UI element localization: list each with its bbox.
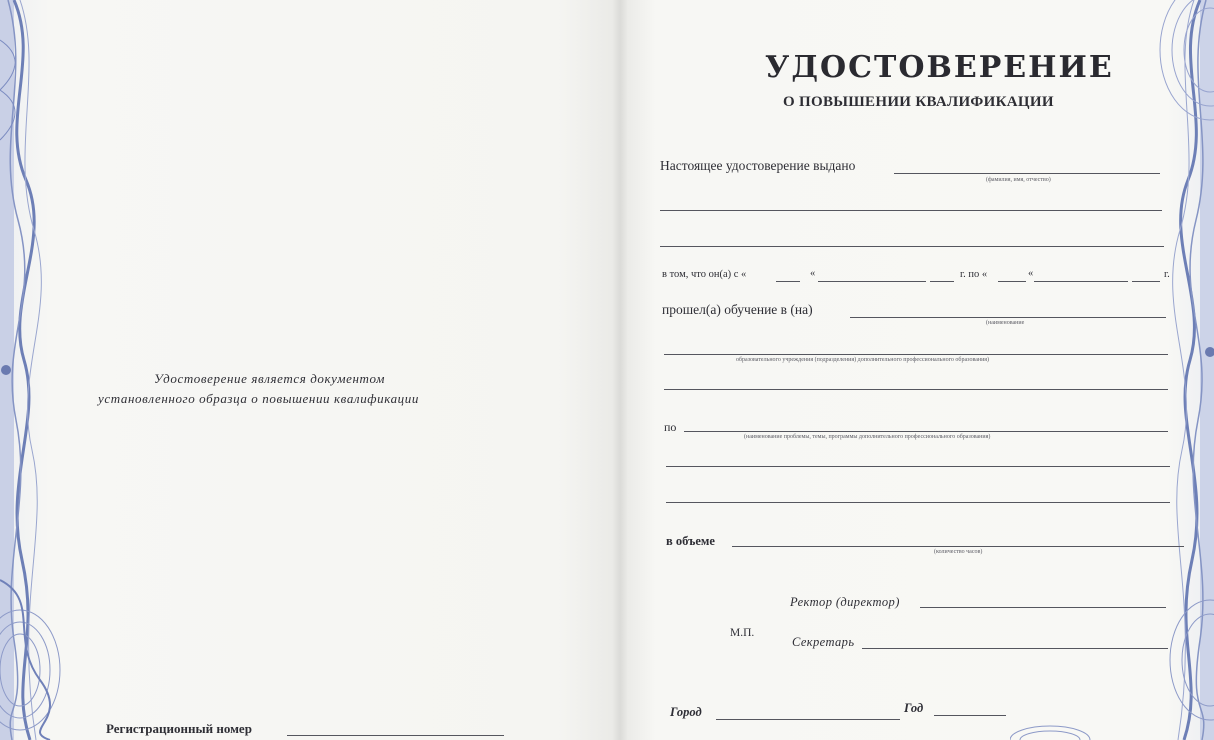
subject-caption: (наименование проблемы, темы, программы дополнительного профессионального образования)	[744, 434, 991, 440]
city-line	[716, 719, 900, 720]
institution-line-2	[664, 354, 1168, 355]
full-name-line	[894, 173, 1160, 174]
period-from-day-line	[776, 281, 800, 282]
period-from-month-quote: «	[810, 268, 816, 279]
period-year-suffix: г.	[1164, 269, 1170, 280]
secretary-label: Секретарь	[792, 635, 855, 649]
guilloche-corner-bottom-right	[1010, 590, 1214, 740]
year-label: Год	[904, 701, 924, 715]
subject-line-3	[666, 502, 1170, 503]
registration-number-label: Регистрационный номер	[106, 721, 252, 736]
institution-line	[850, 317, 1166, 318]
guilloche-corner-bottom-left	[0, 560, 80, 740]
period-to-month-line	[1034, 281, 1128, 282]
right-page	[620, 0, 1214, 740]
secretary-signature-line	[862, 648, 1168, 649]
period-from-month-line	[818, 281, 926, 282]
institution-caption-1: (наименование	[986, 320, 1025, 326]
document-title: УДОСТОВЕРЕНИЕ	[765, 50, 1114, 85]
statement-line-1: Удостоверение является документом	[154, 371, 386, 386]
full-name-line-2	[660, 210, 1162, 211]
period-to-year-line	[1132, 281, 1160, 282]
period-to-day-line	[998, 281, 1026, 282]
stamp-label: М.П.	[730, 627, 755, 639]
rector-signature-line	[920, 607, 1166, 608]
year-line	[934, 715, 1006, 716]
guilloche-border-left	[0, 0, 60, 740]
registration-number-line	[287, 735, 504, 736]
document-subtitle: О ПОВЫШЕНИИ КВАЛИФИКАЦИИ	[783, 94, 1054, 110]
period-from-label: в том, что он(а) с «	[662, 269, 747, 280]
full-name-line-3	[660, 246, 1164, 247]
volume-line	[732, 546, 1184, 547]
trained-at-label: прошел(а) обучение в (на)	[662, 302, 813, 317]
city-label: Город	[670, 705, 702, 719]
subject-line-2	[666, 466, 1170, 467]
rector-label: Ректор (директор)	[790, 595, 900, 609]
subject-line	[684, 431, 1168, 432]
institution-line-3	[664, 389, 1168, 390]
guilloche-corner-top-right	[1120, 0, 1214, 160]
subject-label: по	[664, 420, 677, 434]
page-fold	[612, 0, 628, 740]
issued-to-label: Настоящее удостоверение выдано	[660, 158, 856, 173]
institution-caption-2: образовательного учреждения (подразделения) дополнительного профессионального образования)	[736, 357, 990, 363]
volume-caption: (количество часов)	[934, 549, 983, 555]
period-from-year-line	[930, 281, 954, 282]
period-to-label: г. по «	[960, 269, 988, 280]
full-name-caption: (фамилия, имя, отчество)	[986, 177, 1051, 183]
statement-line-2: установленного образца о повышении квалификации	[98, 391, 419, 406]
volume-label: в объеме	[666, 534, 715, 548]
guilloche-border-right	[1154, 0, 1214, 740]
period-to-month-quote: «	[1028, 268, 1034, 279]
